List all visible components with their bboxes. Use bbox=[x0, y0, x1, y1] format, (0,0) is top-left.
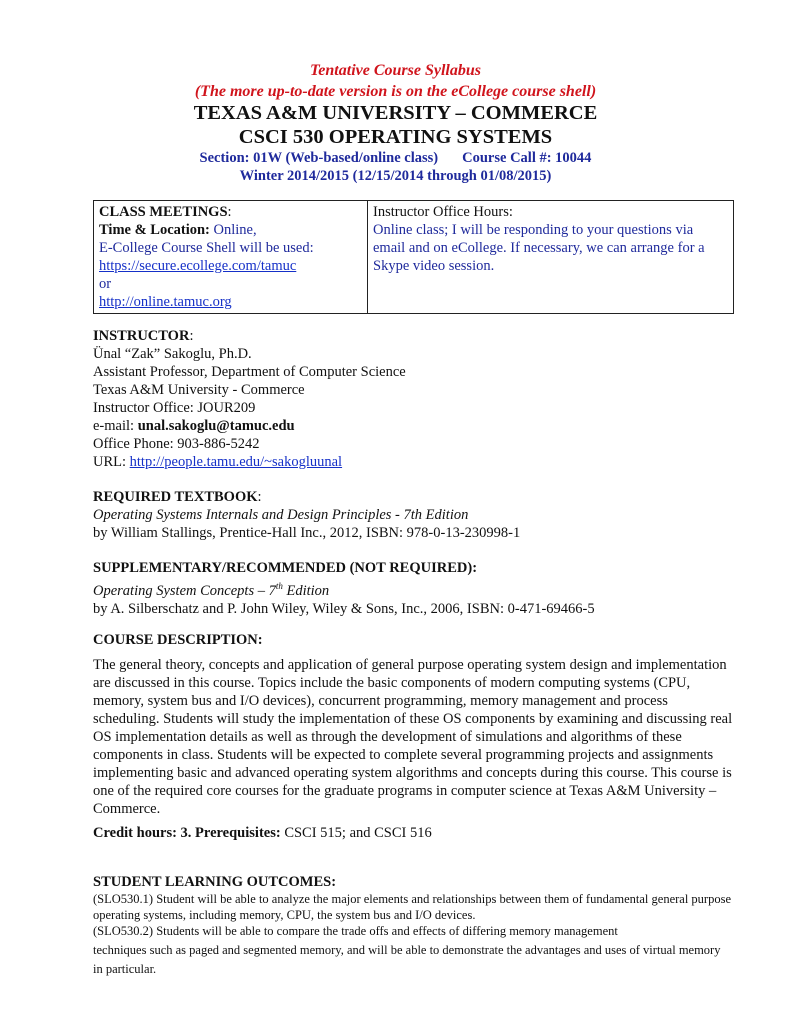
description-section bbox=[93, 631, 733, 842]
textbook-title: Operating Systems Internals and Design Principles - 7th Edition bbox=[93, 507, 469, 523]
time-location-label: Time & Location: bbox=[99, 222, 210, 238]
ecollege-note: E-College Course Shell will be used: bbox=[99, 240, 314, 256]
time-location-value: Online, bbox=[209, 222, 257, 238]
colon: : bbox=[257, 489, 262, 505]
course-call: Course Call #: 10044 bbox=[462, 150, 592, 166]
instructor-label: INSTRUCTOR bbox=[93, 328, 190, 344]
outcomes-label: STUDENT LEARNING OUTCOMES: bbox=[93, 874, 337, 890]
supp-title-text: Operating System Concepts – 7 bbox=[93, 582, 276, 599]
textbook-section bbox=[93, 488, 733, 542]
slo-2-line2: techniques such as paged and segmented memory, and will be able to demonstrate the advantages and uses of virtual memory in particular. bbox=[93, 943, 721, 976]
university-title: TEXAS A&M UNIVERSITY – COMMERCE bbox=[193, 102, 598, 124]
or-text: or bbox=[99, 276, 112, 292]
class-meetings-label: CLASS MEETINGS bbox=[99, 204, 228, 220]
prerequisites: CSCI 515; and CSCI 516 bbox=[280, 825, 432, 841]
update-note: (The more up-to-date version is on the eCollege course shell) bbox=[194, 83, 597, 100]
url-label: URL: bbox=[93, 454, 130, 470]
tentative-label: Tentative Course Syllabus bbox=[310, 62, 481, 79]
instructor-title: Assistant Professor, Department of Computer Science bbox=[93, 364, 406, 380]
instructor-school: Texas A&M University - Commerce bbox=[93, 382, 305, 398]
course-title: CSCI 530 OPERATING SYSTEMS bbox=[238, 126, 553, 148]
supplementary-title bbox=[93, 577, 733, 600]
supplementary-details: by A. Silberschatz and P. John Wiley, Wiley & Sons, Inc., 2006, ISBN: 0-471-69466-5 bbox=[93, 600, 595, 617]
colon: : bbox=[189, 328, 194, 344]
instructor-name: Ünal “Zak” Sakoglu, Ph.D. bbox=[93, 346, 252, 362]
textbook-details: by William Stallings, Prentice-Hall Inc., 2012, ISBN: 978-0-13-230998-1 bbox=[93, 525, 521, 541]
colon: : bbox=[227, 204, 232, 220]
office-hours-text: Online class; I will be responding to your questions via email and on eCollege. If necessary, we can arrange for a Skype video session. bbox=[373, 222, 705, 274]
supplementary-label: SUPPLEMENTARY/RECOMMENDED (NOT REQUIRED): bbox=[93, 560, 478, 576]
supp-title-sup: th bbox=[275, 581, 283, 591]
instructor-section bbox=[93, 327, 733, 471]
slo-1: (SLO530.1) Student will be able to analyze the major elements and relationships between them of fundamental general purpose operating systems, including memory, CPU, the system bus and I/O devices. bbox=[93, 892, 732, 922]
slo-2-line1: (SLO530.2) Students will be able to compare the trade offs and effects of differing memory management bbox=[93, 924, 618, 938]
supplementary-section bbox=[93, 559, 733, 618]
credit-label: Credit hours: 3. Prerequisites: bbox=[93, 825, 281, 841]
instructor-phone: Office Phone: 903-886-5242 bbox=[93, 436, 260, 452]
section-line bbox=[0, 149, 791, 167]
description-text: The general theory, concepts and application of general purpose operating system design and implementation are discussed in this course. Topics include the basic components of modern computing systems (CPU, memory, system bus and I/O devices), concurrent programming, memory management and process scheduling. Students will study the implementation of these OS components by examining and discussing real OS implementation details as well as through the development of simulations and algorithms of these components in class. Students will be expected to complete several programming projects and assignments implementing basic and advanced operating system algorithms and concepts during this course. This course is one of the required core courses for the graduate programs in computer science at Texas A&M University – Commerce. bbox=[93, 657, 733, 817]
instructor-url-link[interactable]: http://people.tamu.edu/~sakogluunal bbox=[129, 454, 343, 470]
office-hours-cell bbox=[368, 201, 734, 314]
outcomes-section bbox=[93, 873, 733, 979]
credit-hours bbox=[93, 824, 733, 842]
term-line: Winter 2014/2015 (12/15/2014 through 01/08/2015) bbox=[239, 168, 552, 184]
supp-title-edition: Edition bbox=[282, 582, 330, 599]
email-label: e-mail: bbox=[93, 418, 138, 434]
syllabus-heading bbox=[0, 60, 791, 102]
section-info: Section: 01W (Web-based/online class) bbox=[199, 150, 439, 166]
ecollege-link[interactable]: https://secure.ecollege.com/tamuc bbox=[99, 258, 297, 274]
online-tamuc-link[interactable]: http://online.tamuc.org bbox=[99, 294, 232, 310]
instructor-office: Instructor Office: JOUR209 bbox=[93, 400, 256, 416]
textbook-label: REQUIRED TEXTBOOK bbox=[93, 489, 258, 505]
meetings-cell bbox=[94, 201, 368, 314]
office-hours-label: Instructor Office Hours: bbox=[373, 204, 513, 220]
description-label: COURSE DESCRIPTION: bbox=[93, 632, 263, 648]
instructor-email[interactable]: unal.sakoglu@tamuc.edu bbox=[137, 418, 295, 434]
class-meetings-table bbox=[93, 200, 734, 314]
